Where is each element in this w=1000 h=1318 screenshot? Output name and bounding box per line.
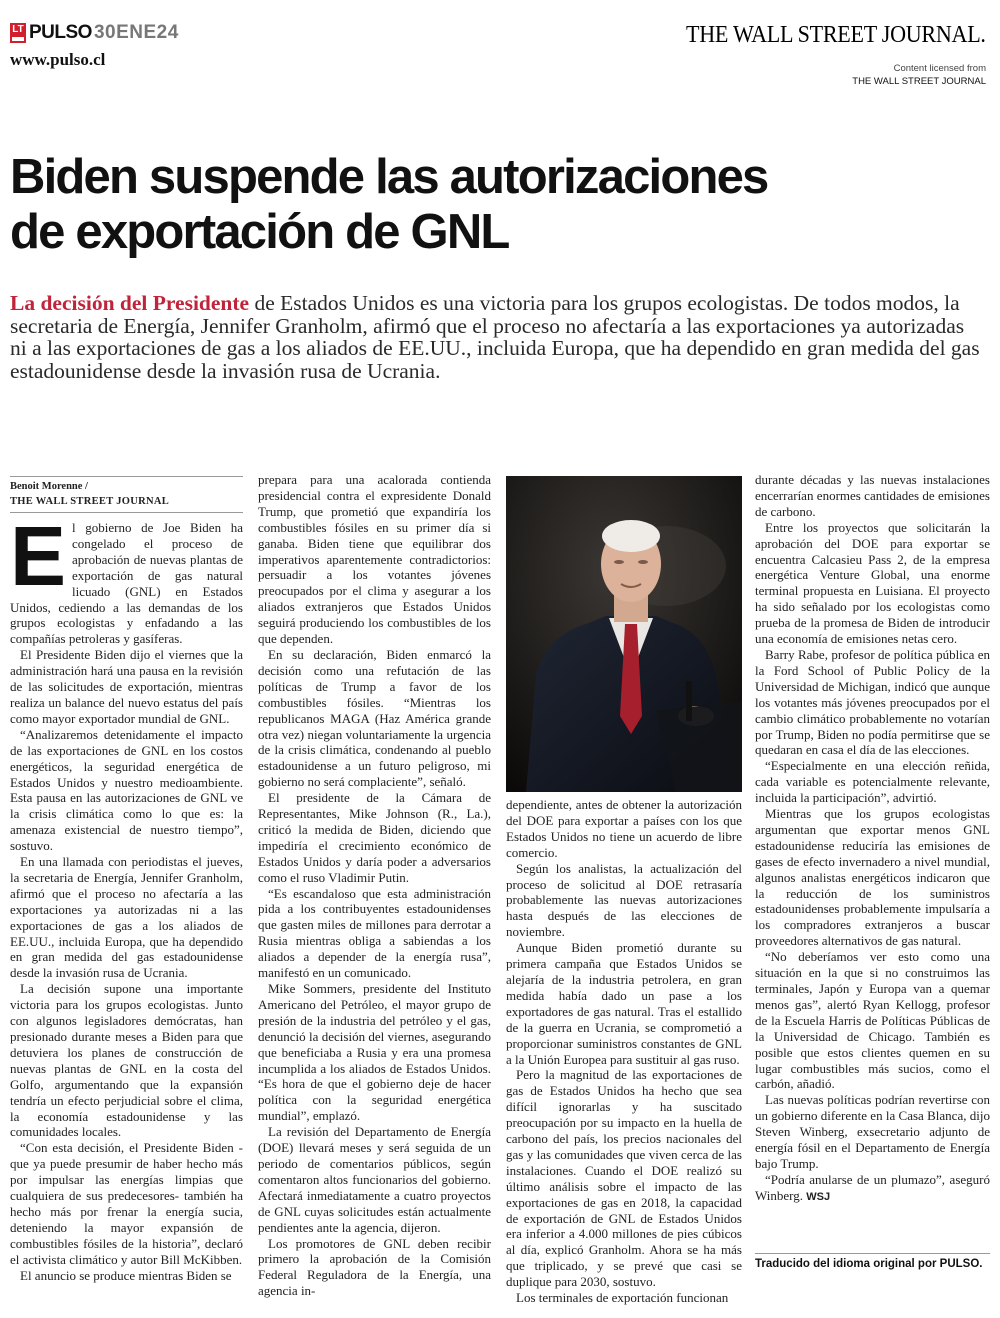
article-paragraph: Mike Sommers, presidente del Instituto Americano del Petróleo, el mayor grupo de presión de la industria del petróleo y el gas, denunció la decisión del viernes, asegurando que beneficiaba a Rusia y era una promesa incumplida a los aliados de Estados Unidos. “Es hora de que el gobierno deje de hacer política con la seguridad energética mundial”, emplazó. — [258, 981, 491, 1124]
license-line: Content licensed from — [893, 63, 986, 74]
article-paragraph: La revisión del Departamento de Energía (DOE) llevará meses y será seguida de un periodo de comentarios públicos, según comentaron altos funcionarios del gobierno. Afectará inmediatamente a cuatro proyectos de GNL cuyas solicitudes están actualmente pendientes ante la agencia, dijeron. — [258, 1124, 491, 1235]
article-paragraph: El anuncio se produce mientras Biden se — [20, 1267, 232, 1283]
website-link[interactable]: www.pulso.cl — [10, 50, 106, 69]
article-paragraph: En su declaración, Biden enmarcó la decisión como una refutación de las políticas de Trump a favor de los combustibles fósiles. “Mientras los republicanos MAGA (Haz América grande otra vez) niegan voluntariamente la urgencia de la crisis climática, condenando al pueblo estadounidense a un futuro peligroso, mi gobierno no será complaciente”, señaló. — [258, 646, 491, 790]
wsj-sign-off: WSJ — [806, 1190, 831, 1203]
lead-paragraph — [10, 292, 985, 382]
article-paragraph: Mientras que los grupos ecologistas argumentan que exportar menos GNL estadounidense reduciría las emisiones de gases de efecto invernadero a nivel mundial, algunos analistas energéticos indicaron que la reducción de los suministros estadounidenses probablemente impulsaría a los compradores extranjeros a buscar proveedores alternativos de gas natural. — [755, 806, 990, 949]
masthead — [10, 22, 179, 44]
article-paragraph: l gobierno de Joe Biden ha congelado el proceso de aprobación de nuevas plantas de exportación de gas natural licuado (GNL) en Estados Unidos, cediendo a las demandas de los grupos ecologistas y enfadando a las compañías petroleras y gasíferas. — [10, 520, 243, 647]
article-paragraph: El Presidente Biden dijo el viernes que la administración hará una pausa en la revisión de las solicitudes de exportación, mientras realiza un balance del nuevo estatus del país como mayor exportador mundial de GNL. — [10, 647, 243, 726]
article-paragraph: Los promotores de GNL deben recibir primero la aprobación de la Comisión Federal Reguladora de la Energía, una agencia in- — [258, 1235, 491, 1299]
headline-line-1: Biden suspende las autorizaciones — [10, 150, 768, 204]
edition-date: 30ENE24 — [93, 22, 179, 43]
headline — [10, 150, 980, 260]
article-paragraph: dependiente, antes de obtener la autorización del DOE para exportar a países con los que Estados Unidos no tiene un acuerdo de libre comercio. — [506, 797, 742, 860]
article-column-1 — [10, 509, 243, 1284]
license-brand: THE WALL STREET JOURNAL — [852, 76, 986, 87]
article-paragraph: “Podría anularse de un plumazo”, aseguró Winberg. WSJ — [755, 1171, 990, 1203]
article-paragraph: prepara para una acalorada contienda presidencial contra el expresidente Donald Trump, que prometió que expandiría los combustibles fósiles en su primer día si ganaba. Biden tiene que equilibrar dos imperativos aparentemente contradictorios: persuadir a los votantes jóvenes preocupados por el clima y asegurar a los aliados extranjeros que Estados Unidos seguirá produciendo los combustibles de los que dependen. — [258, 472, 491, 647]
article-column-3 — [506, 797, 742, 1306]
article-paragraph: Las nuevas políticas podrían revertirse con un gobierno diferente en la Casa Blanca, dijo Steven Winberg, exsecretario adjunto de energía fósil en el Departamento de Energía bajo Trump. — [755, 1092, 990, 1171]
wsj-logo: THE WALL STREET JOURNAL. — [686, 22, 986, 48]
article-paragraph: En una llamada con periodistas el jueves, la secretaria de Energía, Jennifer Granholm, afirmó que el proceso no afectaría a las exportaciones ya autorizadas ni a las exportaciones de gas a los aliados de EE.UU., incluida Europa, que ha dependido en gran medida del gas estadounidense desde la invasión rusa de Ucrania. — [10, 854, 243, 981]
article-column-2 — [258, 472, 491, 1299]
article-paragraph: “No deberíamos ver esto como una situación en la que si no construimos las terminales, Japón y Europa van a quemar menos gas”, alertó Ryan Kellogg, profesor de la Escuela Harris de Políticas Públicas de la Universidad de Chicago. También es posible que estos clientes quemen en su lugar combustibles más sucios, como el carbón, añadió. — [755, 949, 990, 1092]
headline-line-2: de exportación de GNL — [10, 205, 509, 259]
drop-cap: E — [10, 509, 67, 603]
byline — [10, 476, 243, 509]
article-paragraph: “Especialmente en una elección reñida, cada variable es potencialmente relevante, incluida la participación”, advirtió. — [755, 758, 990, 806]
byline-author: Benoit Morenne / — [10, 481, 88, 492]
biden-photo — [506, 476, 742, 792]
article-paragraph: “Es escandaloso que esta administración pida a los contribuyentes estadounidenses que gasten miles de millones para derrotar a Rusia mientras obliga a sabiendas a los aliados a depender de la energía rusa”, manifestó en un comunicado. — [258, 885, 491, 981]
article-paragraph: Según los analistas, la actualización del proceso de solicitud al DOE retrasaría probablemente las nuevas autorizaciones hasta después de las elecciones de noviembre. — [506, 860, 742, 940]
article-column-4 — [755, 472, 990, 1206]
article-paragraph: durante décadas y las nuevas instalaciones encerrarían enormes cantidades de emisiones de carbono. — [755, 472, 990, 519]
lt-logo: LT — [10, 23, 26, 43]
article-paragraph: “Con esta decisión, el Presidente Biden - que ya puede presumir de haber hecho más por impulsar las energías limpias que cualquiera de sus predecesores- también ha hecho más por frenar la energía sucia, deteniendo la mayor expansión de combustibles fósiles de la historia”, declaró el activista climático y autor Bill McKibben. — [10, 1140, 243, 1267]
byline-org: THE WALL STREET JOURNAL — [10, 496, 170, 507]
lead-kicker: La decisión del Presidente — [10, 291, 250, 315]
license-note — [852, 62, 986, 88]
article-paragraph: Barry Rabe, profesor de política pública en la Ford School of Public Policy de la Universidad de Michigan, indicó que aunque los votantes más jóvenes preocupados por el cambio climático probablemente no votarían por Trump, Biden no podía permitirse que se quedaran en casa el día de las elecciones. — [755, 646, 990, 758]
lead-text: de Estados Unidos es una victoria para los grupos ecologistas. De todos modos, la secretaria de Energía, Jennifer Granholm, afirmó que el proceso no afectaría a las exportaciones ya autorizadas ni a las exportaciones de gas a los aliados de EE.UU., incluida Europa, que ha dependido en gran medida del gas estadounidense desde la invasión rusa de Ucrania. — [10, 291, 980, 383]
article-paragraph: Pero la magnitud de las exportaciones de gas de Estados Unidos ha hecho que sea difícil ignorarlas y ha suscitado preocupación por su impacto en la huella de carbono del país, los precios nacionales del gas y las comunidades que viven cerca de las instalaciones. Cuando el DOE realizó su último análisis sobre el impacto de las exportaciones de gas en 2018, la capacidad de exportación de GNL de Estados Unidos era inferior a 4.000 millones de pies cúbicos al día, explicó Granholm. Ahora se ha más que triplicado, y se prevé que casi se duplique para 2030, sostuvo. — [506, 1067, 742, 1290]
biden-portrait-illustration — [506, 476, 742, 792]
translation-credit: Traducido del idioma original por PULSO. — [755, 1253, 990, 1271]
publication-name: PULSO — [29, 22, 92, 43]
article-paragraph: La decisión supone una importante victoria para los grupos ecologistas. Junto con algunos legisladores demócratas, han presionado durante meses a Biden para que detuviera los planes de construcción de nuevas plantas de GNL en la costa del Golfo, argumentando que la expansión tendría un efecto perjudicial sobre el clima, la economía estadounidense y las comunidades locales. — [10, 981, 243, 1140]
article-paragraph: Los terminales de exportación funcionan — [516, 1290, 729, 1306]
article-paragraph: “Analizaremos detenidamente el impacto de las exportaciones de GNL en los costos energéticos, la seguridad energética de Estados Unidos y nuestro medioambiente. Esta pausa en las autorizaciones de GNL ve la crisis climática como lo que es: la amenaza existencial de nuestro tiempo”, sostuvo. — [10, 726, 243, 854]
article-paragraph: Entre los proyectos que solicitarán la aprobación del DOE para exportar se encuentra Calcasieu Pass 2, de la empresa energética Venture Global, una enorme terminal propuesta en Luisiana. El proyecto ha sido señalado por los ecologistas como prueba de la promesa de Biden de introducir una economía de emisiones netas cero. — [755, 519, 990, 647]
article-paragraph: Aunque Biden prometió durante su primera campaña que Estados Unidos se alejaría de la industria petrolera, en gran medida había dado un pase a los exportadores de gas natural. Tras el estallido de la guerra en Ucrania, se comprometió a proporcionar suministros constantes de GNL a la Unión Europea para sustituir al gas ruso. — [506, 940, 742, 1067]
article-paragraph: El presidente de la Cámara de Representantes, Mike Johnson (R., La.), criticó la medida de Biden, diciendo que impediría el crecimiento económico de Estados Unidos y daría poder a adversarios como el ruso Vladimir Putin. — [258, 790, 491, 885]
